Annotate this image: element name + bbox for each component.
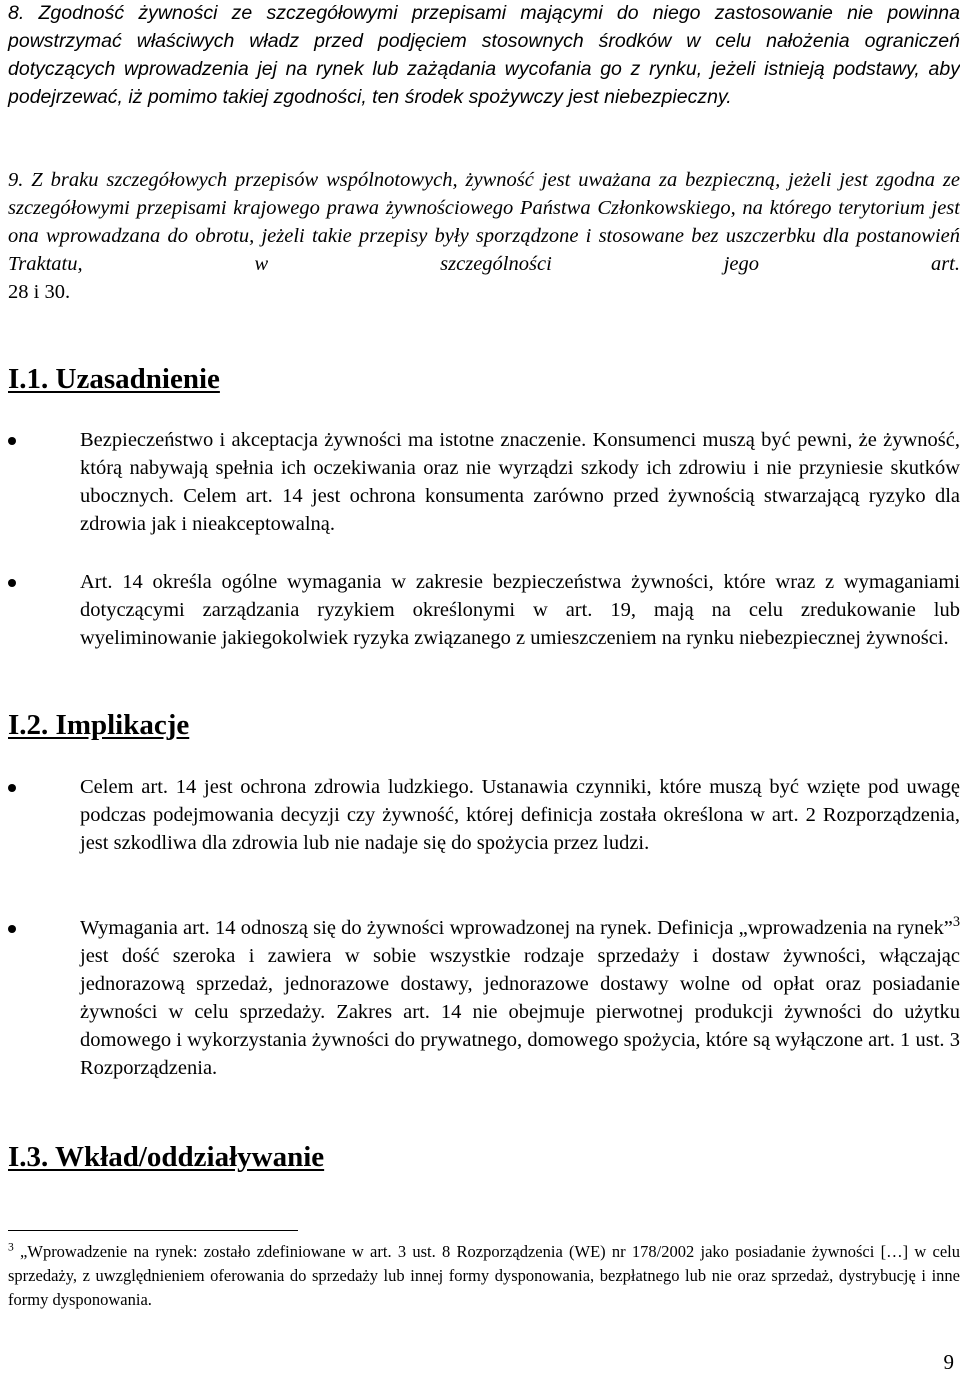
footnote-reference[interactable]: 3 <box>952 914 960 931</box>
bullet-dot <box>8 784 16 792</box>
bullet-item-3 <box>8 773 960 857</box>
paragraph-8: 8. Zgodność żywności ze szczegółowymi przepisami mającymi do niego zastosowanie nie powinna powstrzymać właściwych władz przed podjęciem stosownych środków w celu nałożenia ograniczeń dotyczących wprowadzenia jej na rynek lub zażądania wycofania go z rynku, jeżeli istnieją podstawy, aby podejrzewać, iż pomimo takiej zgodności, ten środek spożywczy jest niebezpieczny. <box>8 2 960 108</box>
bullet-item-2 <box>8 568 960 652</box>
bullet-text <box>80 914 960 1082</box>
paragraph-9-text: 9. Z braku szczegółowych przepisów wspólnotowych, żywność jest uważana za bezpieczną, jeżeli jest zgodna ze szczegółowymi przepisami krajowego prawa żywnościowego Państwa Członkowskiego, na którego terytorium jest ona wprowadzana do obrotu, jeżeli takie przepisy były sporządzone i stosowane bez uszczerbku dla postanowień Traktatu, w szczególności jego art. <box>8 169 960 275</box>
bullet-text: Celem art. 14 jest ochrona zdrowia ludzkiego. Ustanawia czynniki, które muszą być wzięte pod uwagę podczas podejmowania decyzji czy żywność, której definicja została określona w art. 2 Rozporządzenia, jest szkodliwa dla zdrowia lub nie nadaje się do spożycia przez ludzi. <box>80 776 960 854</box>
bullet-dot <box>8 437 16 445</box>
footnote-separator <box>8 1230 298 1231</box>
page-number: 9 <box>943 1350 954 1374</box>
paragraph-9-tail: 28 i 30. <box>8 281 71 303</box>
bullet-dot <box>8 925 16 933</box>
footnote-text: „Wprowadzenie na rynek: zostało zdefiniowane w art. 3 ust. 8 Rozporządzenia (WE) nr 178/2002 jako posiadanie żywności […] w celu sprzedaży, z uwzględnieniem oferowania do sprzedaży lub innej formy dysponowania, bezpłatnego lub nie oraz sprzedaż, dystrybucję i inne formy dysponowania. <box>8 1242 960 1309</box>
heading-uzasadnienie: I.1. Uzasadnienie <box>8 363 220 395</box>
bullet-item-1 <box>8 426 960 538</box>
bullet-text-before: Wymagania art. 14 odnoszą się do żywności wprowadzonej na rynek. Definicja „wprowadzenia na rynek” <box>80 917 953 939</box>
bullet-text: Art. 14 określa ogólne wymagania w zakresie bezpieczeństwa żywności, które wraz z wymaganiami dotyczącymi zarządzania ryzykiem określonymi w art. 19, mają na celu zredukowanie lub wyeliminowanie jakiegokolwiek ryzyka związanego z umieszczeniem na rynku niebezpiecznej żywności. <box>80 571 960 649</box>
paragraph-9 <box>8 166 960 306</box>
bullet-dot <box>8 579 16 587</box>
bullet-text-after: jest dość szeroka i zawiera w sobie wszystkie rodzaje sprzedaży i dostaw żywności, włączając jednorazową sprzedaż, jednorazowe dostawy, jednorazowe dostawy wolne od opłat oraz posiadanie żywności w celu sprzedaży. Zakres art. 14 nie obejmuje pierwotnej produkcji żywności do użytku domowego i wykorzystania żywności do prywatnego, domowego spożycia, które są wyłączone art. 1 ust. 3 Rozporządzenia. <box>80 945 960 1079</box>
bullet-item-4 <box>8 914 960 1082</box>
heading-implikacje: I.2. Implikacje <box>8 709 190 741</box>
heading-wklad-oddzialywanie: I.3. Wkład/oddziaływanie <box>8 1141 325 1173</box>
bullet-text: Bezpieczeństwo i akceptacja żywności ma istotne znaczenie. Konsumenci muszą być pewni, że żywność, którą nabywają spełnia ich oczekiwania oraz nie wyrządzi szkody ich zdrowiu i nie przyniesie skutków ubocznych. Celem art. 14 jest ochrona konsumenta zarówno przed żywnością stwarzającą ryzyko dla zdrowia jak i nieakceptowalną. <box>80 429 960 535</box>
footnote <box>8 1240 960 1312</box>
footnote-mark: 3 <box>8 1241 14 1254</box>
